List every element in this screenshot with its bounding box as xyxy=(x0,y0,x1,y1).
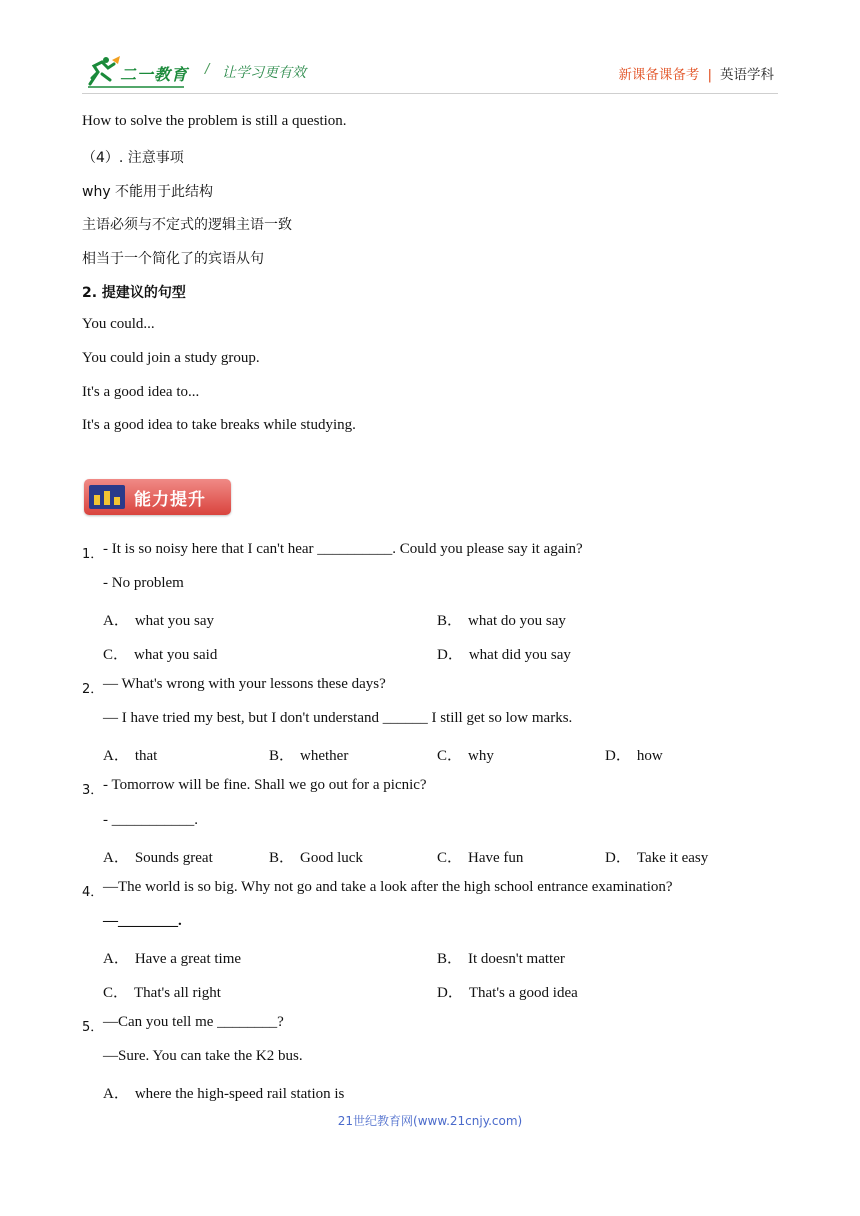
body-line: why 不能用于此结构 xyxy=(82,184,214,200)
section-heading: 2. 提建议的句型 xyxy=(82,285,186,301)
question-stem: - No problem xyxy=(103,575,184,591)
header-course-label: 新课备课备考 xyxy=(618,67,700,83)
question-stem: - ___________. xyxy=(103,812,198,828)
header-right xyxy=(618,63,774,83)
question-stem: —________. xyxy=(103,913,182,929)
question-stem: — I have tried my best, but I don't understand ______ I still get so low marks. xyxy=(103,710,573,726)
option-c[interactable]: C． what you said xyxy=(103,647,218,663)
question-number: 1． xyxy=(82,547,104,562)
option-a[interactable]: A． what you say xyxy=(103,613,214,629)
body-line: You could... xyxy=(82,316,155,332)
question-number: 5． xyxy=(82,1020,104,1035)
option-c[interactable]: C． Have fun xyxy=(437,850,524,866)
body-line: 主语必须与不定式的逻辑主语一致 xyxy=(82,217,292,233)
question-number: 4． xyxy=(82,885,104,900)
option-b[interactable]: B． It doesn't matter xyxy=(437,951,565,967)
question-number: 3． xyxy=(82,783,104,798)
option-b[interactable]: B． whether xyxy=(269,748,349,764)
body-line: It's a good idea to... xyxy=(82,384,200,400)
question-stem: - It is so noisy here that I can't hear __________. Could you please say it again? xyxy=(103,541,583,557)
option-d[interactable]: D． what did you say xyxy=(437,647,571,663)
section-badge xyxy=(84,479,231,515)
section-badge-label: 能力提升 xyxy=(134,490,206,510)
header-subject: 英语学科 xyxy=(720,67,774,83)
option-a[interactable]: A． where the high-speed rail station is xyxy=(103,1086,345,1102)
question-stem: —Can you tell me ________? xyxy=(103,1014,284,1030)
header-separator: | xyxy=(707,67,712,83)
question-stem: - Tomorrow will be fine. Shall we go out for a picnic? xyxy=(103,777,427,793)
option-c[interactable]: C． That's all right xyxy=(103,985,221,1001)
logo-text: 二一教育 xyxy=(120,65,189,84)
chart-icon xyxy=(89,485,125,509)
body-line: 相当于一个简化了的宾语从句 xyxy=(82,251,264,267)
page-header xyxy=(0,0,860,100)
question-stem: — What's wrong with your lessons these days? xyxy=(103,676,386,692)
option-d[interactable]: D． Take it easy xyxy=(605,850,709,866)
body-line: You could join a study group. xyxy=(82,350,260,366)
slogan-separator: / xyxy=(205,62,210,77)
question-stem: —The world is so big. Why not go and take a look after the high school entrance examination? xyxy=(103,879,673,895)
question-stem: —Sure. You can take the K2 bus. xyxy=(103,1048,303,1064)
option-a[interactable]: A． Sounds great xyxy=(103,850,213,866)
body-line: How to solve the problem is still a question. xyxy=(82,113,347,129)
option-d[interactable]: D． how xyxy=(605,748,663,764)
option-b[interactable]: B． what do you say xyxy=(437,613,566,629)
body-line: （4）. 注意事项 xyxy=(82,150,184,166)
header-divider xyxy=(82,93,778,94)
option-d[interactable]: D． That's a good idea xyxy=(437,985,578,1001)
option-a[interactable]: A． that xyxy=(103,748,158,764)
option-c[interactable]: C． why xyxy=(437,748,494,764)
page-footer: 21世纪教育网(www.21cnjy.com) xyxy=(337,1114,523,1128)
option-b[interactable]: B． Good luck xyxy=(269,850,363,866)
header-slogan: 让学习更有效 xyxy=(222,65,306,81)
body-line: It's a good idea to take breaks while studying. xyxy=(82,417,356,433)
question-number: 2． xyxy=(82,682,104,697)
option-a[interactable]: A． Have a great time xyxy=(103,951,242,967)
